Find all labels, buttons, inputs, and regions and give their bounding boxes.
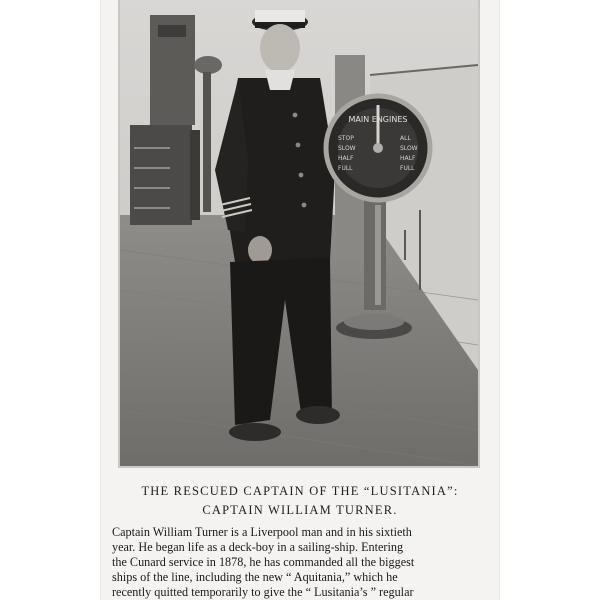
paragraph-line: year. He began life as a deck-boy in a sailing-ship. Entering xyxy=(112,540,404,554)
caption-line-2: CAPTAIN WILLIAM TURNER. xyxy=(202,503,398,517)
telegraph-right-label: SLOW xyxy=(400,145,418,152)
article-paragraph xyxy=(112,525,478,600)
telegraph-left-label: SLOW xyxy=(338,145,356,152)
telegraph-left-label: FULL xyxy=(338,165,353,172)
paragraph-line: ships of the line, including the new “ Aquitania,” which he xyxy=(112,570,398,584)
telegraph-right-label: FULL xyxy=(400,165,415,172)
caption-line-1: THE RESCUED CAPTAIN OF THE “LUSITANIA”: xyxy=(141,484,459,498)
captain-photograph xyxy=(118,0,480,468)
paragraph-line: recently quitted temporarily to give the “ Lusitania’s ” regular xyxy=(112,585,414,599)
telegraph-center-label: MAIN ENGINES xyxy=(348,115,408,124)
telegraph-left-label: STOP xyxy=(338,135,354,142)
paragraph-line: the Cunard service in 1878, he has commanded all the biggest xyxy=(112,555,415,569)
telegraph-right-label: ALL xyxy=(400,135,411,142)
photo-caption xyxy=(100,482,500,520)
telegraph-right-label: HALF xyxy=(400,155,416,162)
paragraph-line: Captain William Turner is a Liverpool man and in his sixtieth xyxy=(112,525,412,539)
telegraph-left-label: HALF xyxy=(338,155,354,162)
newspaper-page xyxy=(100,0,500,600)
